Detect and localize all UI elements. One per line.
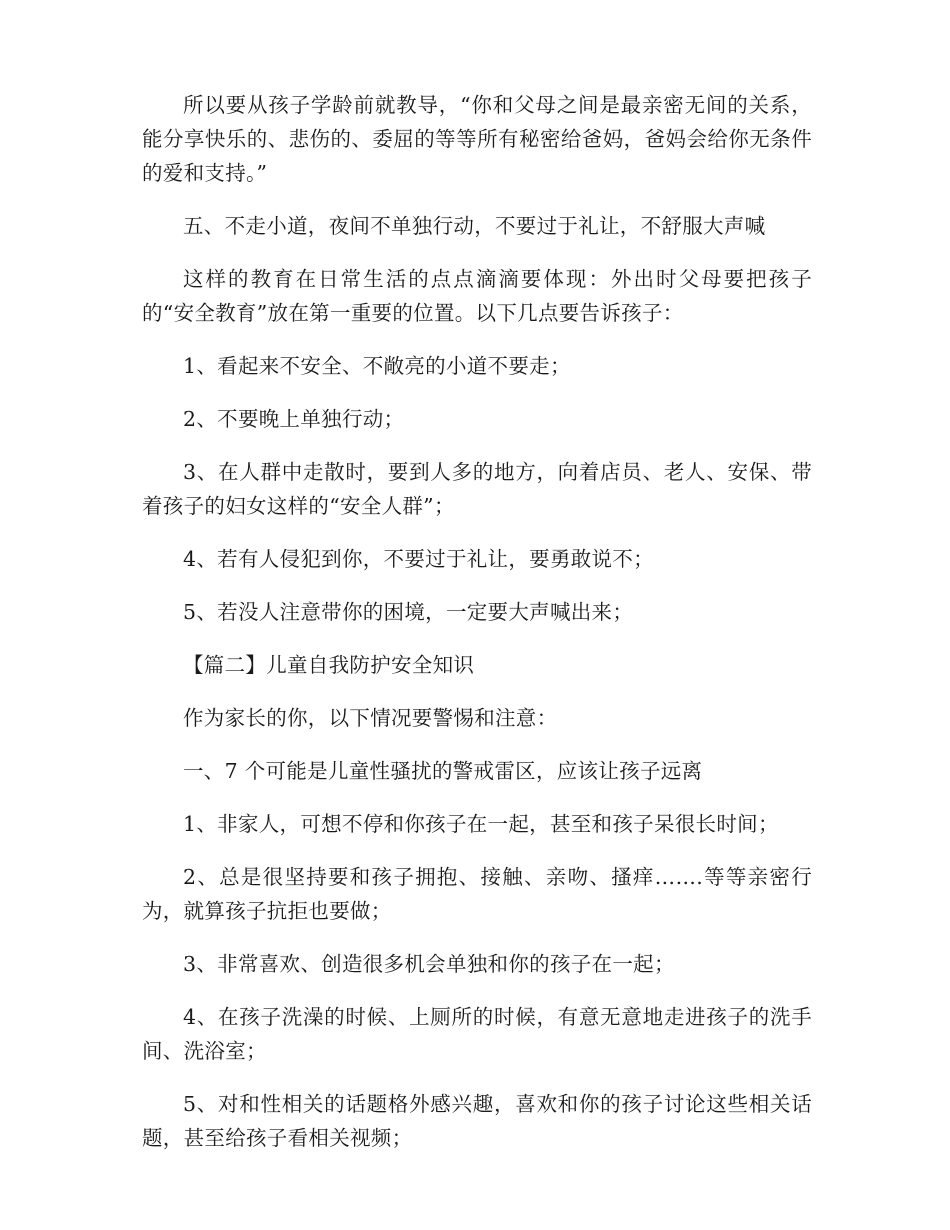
list-item: 3、非常喜欢、创造很多机会单独和你的孩子在一起； — [183, 952, 675, 976]
list-item: 1、看起来不安全、不敞亮的小道不要走； — [183, 354, 571, 378]
list-item: 4、若有人侵犯到你，不要过于礼让，要勇敢说不； — [183, 547, 654, 571]
paragraph-1: 所以要从孩子学龄前就教导，“你和父母之间是最亲密无间的关系，能分享快乐的、悲伤的、委屈的等等所有秘密给爸妈，爸妈会给你无条件的爱和支持。” — [142, 93, 812, 185]
chapter-heading: 【篇二】儿童自我防护安全知识 — [183, 653, 475, 677]
section-heading-1: 一、7 个可能是儿童性骚扰的警戒雷区，应该让孩子远离 — [183, 759, 703, 783]
list-item: 4、在孩子洗澡的时候、上厕所的时候，有意无意地走进孩子的洗手间、洗浴室； — [142, 1005, 812, 1063]
list-item: 1、非家人，可想不停和你孩子在一起，甚至和孩子呆很长时间； — [183, 812, 779, 836]
list-item: 5、对和性相关的话题格外感兴趣，喜欢和你的孩子讨论这些相关话题，甚至给孩子看相关视频； — [142, 1092, 812, 1150]
list-item: 2、总是很坚持要和孩子拥抱、接触、亲吻、搔痒…….等等亲密行为，就算孩子抗拒也要做； — [142, 865, 812, 923]
paragraph-3: 作为家长的你，以下情况要警惕和注意： — [183, 706, 558, 730]
document-page — [142, 88, 812, 1174]
list-item: 5、若没人注意带你的困境，一定要大声喊出来； — [183, 600, 634, 624]
paragraph-2: 这样的教育在日常生活的点点滴滴要体现：外出时父母要把孩子的“安全教育”放在第一重要的位置。以下几点要告诉孩子： — [142, 267, 812, 325]
section-heading-5: 五、不走小道，夜间不单独行动，不要过于礼让，不舒服大声喊 — [183, 214, 766, 238]
list-item: 3、在人群中走散时，要到人多的地方，向着店员、老人、安保、带着孩子的妇女这样的“安全人群”； — [142, 460, 812, 518]
list-item: 2、不要晚上单独行动； — [183, 407, 405, 431]
